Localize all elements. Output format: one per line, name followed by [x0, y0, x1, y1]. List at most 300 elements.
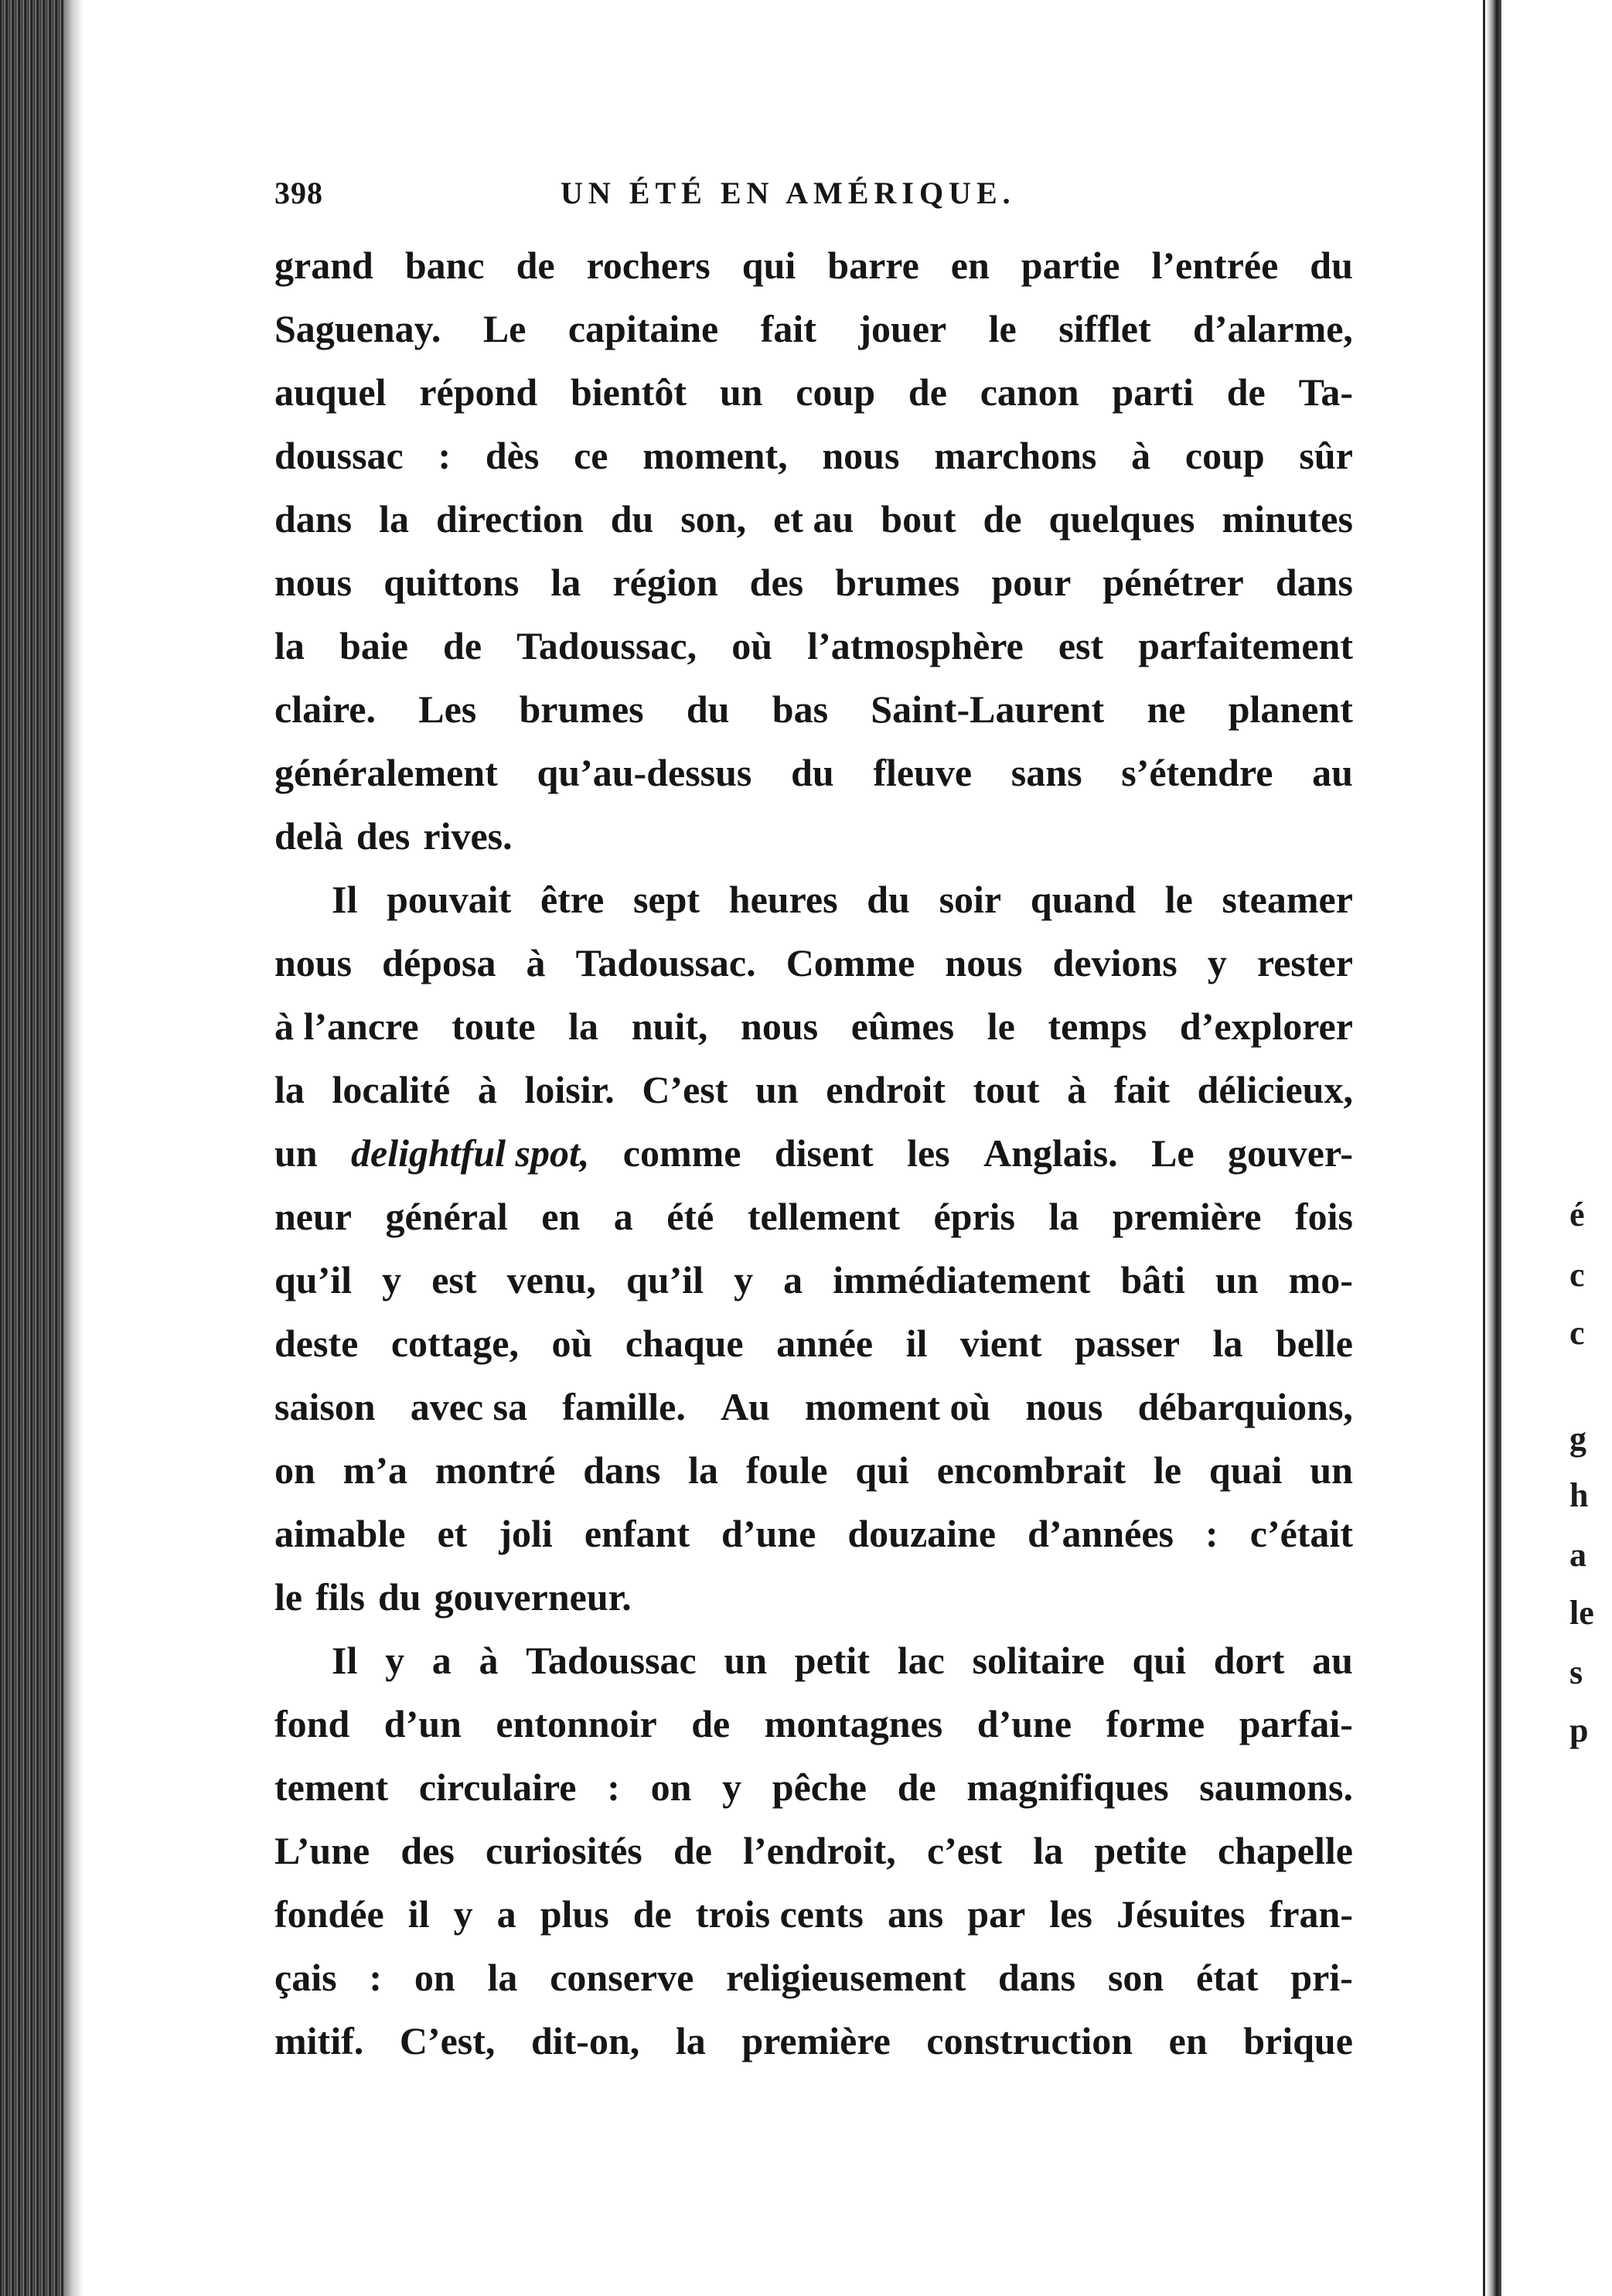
page-edge-shadow	[63, 0, 83, 2296]
word: qui	[855, 1448, 909, 1492]
word: famille.	[562, 1385, 686, 1428]
word: qui	[741, 244, 796, 287]
word: Comme	[786, 941, 915, 984]
word: encombrait	[936, 1448, 1126, 1492]
word: pêche	[772, 1765, 867, 1809]
word: marchons	[934, 434, 1097, 477]
word: où	[731, 624, 773, 667]
word: nous	[741, 1005, 819, 1048]
word: au	[1312, 751, 1353, 794]
word: moment où	[805, 1385, 991, 1428]
text-line	[274, 1882, 1353, 1946]
running-head	[274, 175, 1368, 221]
word: fran-	[1269, 1892, 1353, 1936]
word: gouver-	[1228, 1131, 1353, 1175]
adjacent-page-letter: g	[1569, 1420, 1586, 1458]
word: à	[477, 1068, 497, 1111]
text-line	[274, 1692, 1353, 1755]
word: généralement	[274, 751, 498, 794]
word: banc	[404, 244, 485, 287]
word: devions	[1052, 941, 1177, 984]
word: pri-	[1290, 1956, 1353, 1999]
word: Tadoussac	[526, 1639, 697, 1682]
word: par	[967, 1892, 1026, 1936]
word: ans	[887, 1892, 944, 1936]
word: nuit,	[631, 1005, 708, 1048]
page-number: 398	[274, 176, 323, 210]
word: avec sa	[410, 1385, 528, 1428]
word: en	[1168, 2019, 1208, 2062]
word: délicieux,	[1197, 1068, 1353, 1111]
word: à	[1067, 1068, 1087, 1111]
word: c’était	[1249, 1512, 1353, 1555]
word: des	[356, 814, 411, 858]
word: dit-on,	[530, 2019, 640, 2062]
word: parfai-	[1239, 1702, 1353, 1745]
word: son,	[680, 497, 747, 541]
word: ne	[1147, 687, 1186, 731]
word: où	[551, 1322, 593, 1365]
word: la	[675, 2019, 706, 2062]
word: rochers	[586, 244, 711, 287]
word: fondée	[274, 1892, 384, 1936]
word: Saint-Laurent	[871, 687, 1105, 731]
word: nous	[274, 561, 353, 604]
word: la	[274, 624, 305, 667]
word: mo-	[1288, 1258, 1353, 1302]
word: qu’au-dessus	[537, 751, 752, 794]
word: rester	[1256, 941, 1353, 984]
word: bâti	[1120, 1258, 1185, 1302]
word: m’a	[343, 1448, 407, 1492]
word: le	[1153, 1448, 1182, 1492]
word: nous	[1025, 1385, 1103, 1428]
text-line	[274, 2009, 1353, 2073]
word: magnifiques	[966, 1765, 1169, 1809]
word: quand	[1030, 878, 1137, 921]
word: on	[274, 1448, 315, 1492]
word: à	[526, 941, 546, 984]
word: brique	[1243, 2019, 1353, 2062]
word: dort	[1213, 1639, 1285, 1682]
word: douzaine	[847, 1512, 997, 1555]
text-line	[274, 677, 1353, 741]
word: sifflet	[1058, 307, 1151, 350]
word: d’une	[721, 1512, 816, 1555]
word: pour	[991, 561, 1072, 604]
word: petite	[1094, 1829, 1187, 1872]
word: delightful spot,	[351, 1131, 590, 1175]
word: être	[540, 878, 605, 921]
word: nous	[945, 941, 1023, 984]
word: de	[908, 370, 947, 414]
word: un	[274, 1131, 318, 1175]
word: endroit	[826, 1068, 946, 1111]
word: fleuve	[873, 751, 973, 794]
word: L’une	[274, 1829, 370, 1872]
word: fils	[315, 1575, 365, 1619]
word: dans	[998, 1956, 1076, 1999]
word: épris	[933, 1195, 1015, 1238]
text-line	[274, 1121, 1353, 1185]
word: d’alarme,	[1193, 307, 1353, 350]
word: il	[905, 1322, 928, 1365]
text-line	[274, 1755, 1353, 1819]
word: trois cents	[695, 1892, 864, 1936]
word: loisir.	[524, 1068, 615, 1111]
word: C’est	[642, 1068, 728, 1111]
word: delà	[274, 814, 343, 858]
word: moment,	[642, 434, 788, 477]
word: parti	[1112, 370, 1194, 414]
word: a	[613, 1195, 633, 1238]
adjacent-page-letter: p	[1569, 1711, 1589, 1749]
word: construction	[926, 2019, 1133, 2062]
word: Anglais.	[983, 1131, 1118, 1175]
word: :	[1205, 1512, 1218, 1555]
word: steamer	[1222, 878, 1353, 921]
page-gutter-right	[1486, 0, 1501, 2296]
word: quai	[1208, 1448, 1283, 1492]
adjacent-page-letter: c	[1569, 1314, 1585, 1352]
text-line	[274, 1565, 1353, 1629]
word: plus	[540, 1892, 609, 1936]
word: et	[437, 1512, 468, 1555]
word: du	[791, 751, 834, 794]
word: de	[443, 624, 482, 667]
word: neur	[274, 1195, 352, 1238]
word: du	[378, 1575, 421, 1619]
text-line	[274, 1438, 1353, 1502]
word: la	[1048, 1195, 1079, 1238]
text-line	[274, 614, 1353, 677]
text-line	[274, 741, 1353, 804]
word: qu’il	[274, 1258, 353, 1302]
adjacent-page-letter: é	[1569, 1196, 1585, 1233]
word: localité	[332, 1068, 451, 1111]
word: foule	[745, 1448, 828, 1492]
word: claire.	[274, 687, 376, 731]
word: soir	[939, 878, 1002, 921]
word: Il	[332, 878, 358, 921]
word: de	[983, 497, 1022, 541]
word: y	[385, 1639, 405, 1682]
word: première	[1112, 1195, 1262, 1238]
text-line	[274, 1375, 1353, 1438]
word: parfaitement	[1138, 624, 1353, 667]
word: Le	[1151, 1131, 1195, 1175]
word: y	[1207, 941, 1227, 984]
word: des	[400, 1829, 455, 1872]
word: tout	[973, 1068, 1040, 1111]
word: planent	[1228, 687, 1353, 731]
word: sûr	[1299, 434, 1353, 477]
text-line	[274, 1248, 1353, 1312]
word: un	[1215, 1258, 1259, 1302]
word: quittons	[383, 561, 520, 604]
word: y	[734, 1258, 754, 1302]
adjacent-page-letter: a	[1569, 1536, 1586, 1574]
word: un	[1310, 1448, 1353, 1492]
word: répond	[419, 370, 538, 414]
word: entonnoir	[496, 1702, 657, 1745]
word: a	[496, 1892, 516, 1936]
word: dans	[1275, 561, 1353, 604]
word: coup	[796, 370, 876, 414]
word: canon	[980, 370, 1079, 414]
word: venu,	[506, 1258, 596, 1302]
word: fois	[1294, 1195, 1353, 1238]
word: forme	[1106, 1702, 1205, 1745]
word: montagnes	[764, 1702, 943, 1745]
word: la	[379, 497, 409, 541]
word: passer	[1074, 1322, 1181, 1365]
word: la	[550, 561, 581, 604]
word: chaque	[625, 1322, 744, 1365]
text-line	[274, 1185, 1353, 1248]
word: sans	[1010, 751, 1082, 794]
word: bout	[881, 497, 956, 541]
word: bientôt	[570, 370, 687, 414]
word: :	[438, 434, 452, 477]
word: Ta-	[1298, 370, 1353, 414]
word: circulaire	[418, 1765, 577, 1809]
word: Jésuites	[1116, 1892, 1246, 1936]
word: au	[1312, 1639, 1353, 1682]
word: d’années	[1028, 1512, 1174, 1555]
word: saison	[274, 1385, 376, 1428]
text-line	[274, 1819, 1353, 1882]
running-title: UN ÉTÉ EN AMÉRIQUE.	[561, 176, 1016, 210]
word: a	[431, 1639, 452, 1682]
word: état	[1196, 1956, 1259, 1999]
word: Il	[332, 1639, 358, 1682]
word: vient	[959, 1322, 1042, 1365]
word: de	[673, 1829, 712, 1872]
word: la	[487, 1956, 518, 1999]
word: y	[382, 1258, 402, 1302]
word: le	[274, 1575, 303, 1619]
word: conserve	[550, 1956, 694, 1999]
text-line	[274, 1058, 1353, 1121]
adjacent-page-edge	[1501, 0, 1612, 2296]
word: du	[610, 497, 654, 541]
word: de	[897, 1765, 936, 1809]
word: comme	[622, 1131, 741, 1175]
adjacent-page-letter: c	[1569, 1256, 1585, 1294]
word: gouverneur.	[434, 1575, 632, 1619]
word: rives.	[423, 814, 513, 858]
word: doussac	[274, 434, 404, 477]
word: de	[632, 1892, 672, 1936]
word: quelques	[1048, 497, 1195, 541]
text-line	[274, 551, 1353, 614]
word: pénétrer	[1102, 561, 1244, 604]
word: première	[741, 2019, 891, 2062]
word: Les	[418, 687, 477, 731]
word: le	[987, 1005, 1015, 1048]
word: est	[1058, 624, 1104, 667]
word: un	[755, 1068, 799, 1111]
word: dans	[583, 1448, 661, 1492]
text-line	[274, 297, 1353, 360]
word: déposa	[382, 941, 496, 984]
word: baie	[339, 624, 408, 667]
word: dès	[485, 434, 540, 477]
word: Au	[720, 1385, 770, 1428]
word: un	[719, 370, 763, 414]
text-line	[274, 487, 1353, 551]
word: sept	[632, 878, 700, 921]
word: curiosités	[486, 1829, 642, 1872]
word: aimable	[274, 1512, 406, 1555]
word: religieusement	[726, 1956, 966, 1999]
word: petit	[794, 1639, 870, 1682]
word: Saguenay.	[274, 307, 441, 350]
word: en	[950, 244, 990, 287]
text-line	[274, 360, 1353, 424]
adjacent-page-letter: h	[1569, 1476, 1589, 1514]
word: cottage,	[390, 1322, 519, 1365]
word: le	[1164, 878, 1193, 921]
word: capitaine	[567, 307, 719, 350]
word: barre	[827, 244, 919, 287]
word: solitaire	[972, 1639, 1105, 1682]
word: de	[1226, 370, 1266, 414]
word: grand	[274, 244, 373, 287]
adjacent-page-letter: le	[1569, 1594, 1594, 1632]
word: les	[907, 1131, 950, 1175]
word: Tadoussac,	[516, 624, 697, 667]
word: C’est,	[399, 2019, 496, 2062]
word: du	[686, 687, 730, 731]
word: en	[541, 1195, 581, 1238]
word: on	[414, 1956, 455, 1999]
word: on	[650, 1765, 692, 1809]
word: ce	[574, 434, 608, 477]
word: bas	[772, 687, 829, 731]
word: fond	[274, 1702, 350, 1745]
text-line	[274, 1629, 1353, 1692]
word: les	[1049, 1892, 1092, 1936]
word: :	[369, 1956, 383, 1999]
word: partie	[1021, 244, 1120, 287]
word: d’un	[383, 1702, 462, 1745]
word: lac	[897, 1639, 945, 1682]
word: d’explorer	[1179, 1005, 1353, 1048]
word: son	[1107, 1956, 1164, 1999]
text-line	[274, 994, 1353, 1058]
word: été	[666, 1195, 714, 1238]
word: du	[1310, 244, 1353, 287]
word: à l’ancre	[274, 1005, 419, 1048]
adjacent-page-letter: s	[1569, 1653, 1583, 1691]
word: auquel	[274, 370, 387, 414]
word: à	[1131, 434, 1151, 477]
word: :	[607, 1765, 620, 1809]
word: la	[1212, 1322, 1243, 1365]
word: enfant	[584, 1512, 690, 1555]
word: temps	[1048, 1005, 1147, 1048]
word: y	[722, 1765, 742, 1809]
word: minutes	[1222, 497, 1353, 541]
word: Le	[482, 307, 527, 350]
word: nous	[822, 434, 900, 477]
word: la	[274, 1068, 305, 1111]
text-line	[274, 931, 1353, 994]
word: nous	[274, 941, 353, 984]
word: fait	[1113, 1068, 1170, 1111]
word: d’une	[976, 1702, 1072, 1745]
word: un	[724, 1639, 768, 1682]
text-line	[274, 234, 1353, 297]
word: il	[407, 1892, 430, 1936]
word: pouvait	[387, 878, 512, 921]
word: belle	[1275, 1322, 1353, 1365]
word: mitif.	[274, 2019, 364, 2062]
word: Tadoussac.	[575, 941, 756, 984]
word: des	[749, 561, 804, 604]
word: le	[988, 307, 1017, 350]
word: la	[568, 1005, 599, 1048]
word: la	[688, 1448, 719, 1492]
word: joli	[499, 1512, 553, 1555]
text-line	[274, 424, 1353, 487]
word: l’endroit,	[743, 1829, 896, 1872]
word: l’atmosphère	[807, 624, 1024, 667]
word: de	[516, 244, 555, 287]
word: saumons.	[1199, 1765, 1353, 1809]
word: débarquions,	[1137, 1385, 1353, 1428]
body-text	[274, 234, 1353, 2073]
text-line	[274, 1502, 1353, 1565]
word: montré	[435, 1448, 556, 1492]
word: eûmes	[850, 1005, 955, 1048]
text-line	[274, 1312, 1353, 1375]
word: la	[1033, 1829, 1064, 1872]
word: y	[453, 1892, 473, 1936]
word: à	[479, 1639, 499, 1682]
text-line	[274, 868, 1353, 931]
word: coup	[1184, 434, 1265, 477]
word: année	[776, 1322, 874, 1365]
word: dans	[274, 497, 353, 541]
word: fait	[760, 307, 816, 350]
word: de	[691, 1702, 731, 1745]
word: qu’il	[625, 1258, 704, 1302]
word: jouer	[858, 307, 947, 350]
word: l’entrée	[1151, 244, 1279, 287]
word: brumes	[835, 561, 960, 604]
word: deste	[274, 1322, 359, 1365]
word: est	[431, 1258, 477, 1302]
word: qui	[1132, 1639, 1187, 1682]
word: immédiatement	[833, 1258, 1091, 1302]
word: région	[612, 561, 718, 604]
word: a	[783, 1258, 803, 1302]
text-line	[274, 804, 1353, 868]
word: tellement	[747, 1195, 900, 1238]
word: toute	[452, 1005, 536, 1048]
word: du	[867, 878, 910, 921]
word: direction	[435, 497, 584, 541]
word: général	[385, 1195, 508, 1238]
word: disent	[774, 1131, 874, 1175]
word: brumes	[519, 687, 644, 731]
book-binding-left	[0, 0, 63, 2296]
word: s’étendre	[1121, 751, 1273, 794]
word: tement	[274, 1765, 389, 1809]
